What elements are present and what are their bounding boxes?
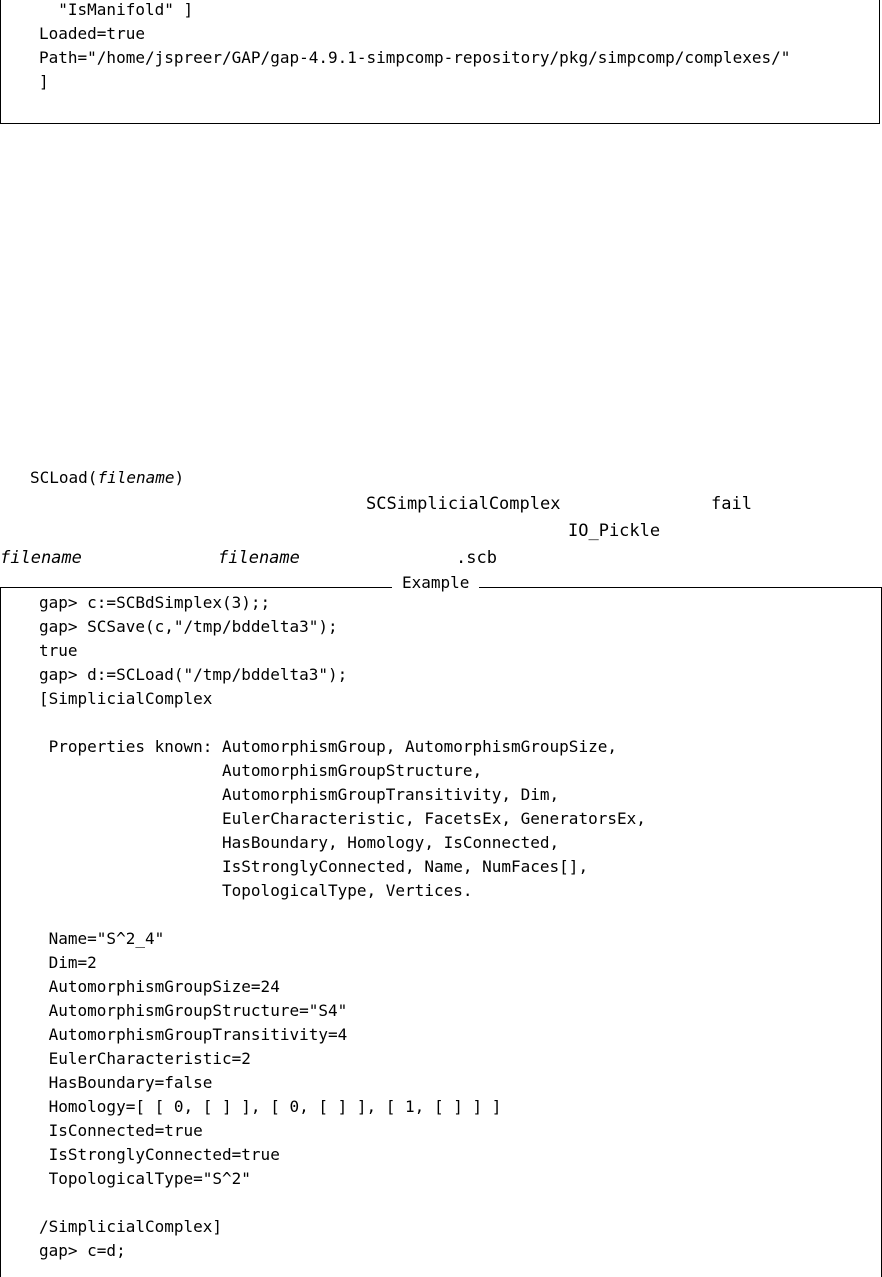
code-line: Dim=2 [39, 953, 97, 972]
code-line: true [39, 641, 78, 660]
example-box [0, 587, 882, 1277]
code-line: HasBoundary, Homology, IsConnected, [39, 833, 560, 852]
filename-ref-2: filename [218, 548, 300, 568]
code-line: TopologicalType="S^2" [39, 1169, 251, 1188]
function-name: SCLoad( [30, 468, 98, 487]
code-line: Path="/home/jspreer/GAP/gap-4.9.1-simpcomp-repository/pkg/simpcomp/complexes/" [39, 48, 791, 67]
code-line: IsConnected=true [39, 1121, 203, 1140]
function-close: ) [174, 468, 185, 487]
code-line: IsStronglyConnected, Name, NumFaces[], [39, 857, 589, 876]
code-line: gap> d:=SCLoad("/tmp/bddelta3"); [39, 665, 348, 684]
code-line: gap> c:=SCBdSimplex(3);; [39, 593, 271, 612]
previous-example-box [0, 0, 880, 124]
code-line: Properties known: AutomorphismGroup, AutomorphismGroupSize, [39, 737, 617, 756]
code-line: Homology=[ [ 0, [ ] ], [ 0, [ ] ], [ 1, [ ] ] ] [39, 1097, 502, 1116]
code-line: gap> c=d; [39, 1241, 126, 1260]
filename-ref-1: filename [0, 548, 82, 568]
code-line: ] [39, 72, 49, 91]
code-line: AutomorphismGroupStructure="S4" [39, 1001, 348, 1020]
code-line: EulerCharacteristic=2 [39, 1049, 251, 1068]
example-label: Example [392, 573, 479, 593]
code-line: HasBoundary=false [39, 1073, 213, 1092]
code-line [39, 1191, 646, 1215]
code-line [39, 711, 646, 735]
code-line: IsStronglyConnected=true [39, 1145, 280, 1164]
previous-example-code [39, 0, 790, 94]
pickle-ref: IO_Pickle [568, 521, 661, 541]
code-line: gap> SCSave(c,"/tmp/bddelta3"); [39, 617, 338, 636]
function-signature [30, 466, 184, 490]
code-line: AutomorphismGroupSize=24 [39, 977, 280, 996]
example-code [39, 591, 646, 1263]
code-line: AutomorphismGroupTransitivity, Dim, [39, 785, 560, 804]
code-line: /SimplicialComplex] [39, 1217, 223, 1236]
code-line: Name="S^2_4" [39, 929, 165, 948]
fail-value: fail [711, 494, 752, 514]
code-line [39, 903, 646, 927]
code-line: AutomorphismGroupTransitivity=4 [39, 1025, 348, 1044]
code-line: AutomorphismGroupStructure, [39, 761, 483, 780]
code-line: EulerCharacteristic, FacetsEx, GeneratorsEx, [39, 809, 646, 828]
file-extension: .scb [456, 548, 497, 568]
function-arg: filename [97, 468, 175, 487]
code-line: "IsManifold" ] [39, 0, 194, 19]
code-line: TopologicalType, Vertices. [39, 881, 473, 900]
return-type: SCSimplicialComplex [366, 494, 561, 514]
code-line: Loaded=true [39, 24, 145, 43]
code-line: [SimplicialComplex [39, 689, 213, 708]
